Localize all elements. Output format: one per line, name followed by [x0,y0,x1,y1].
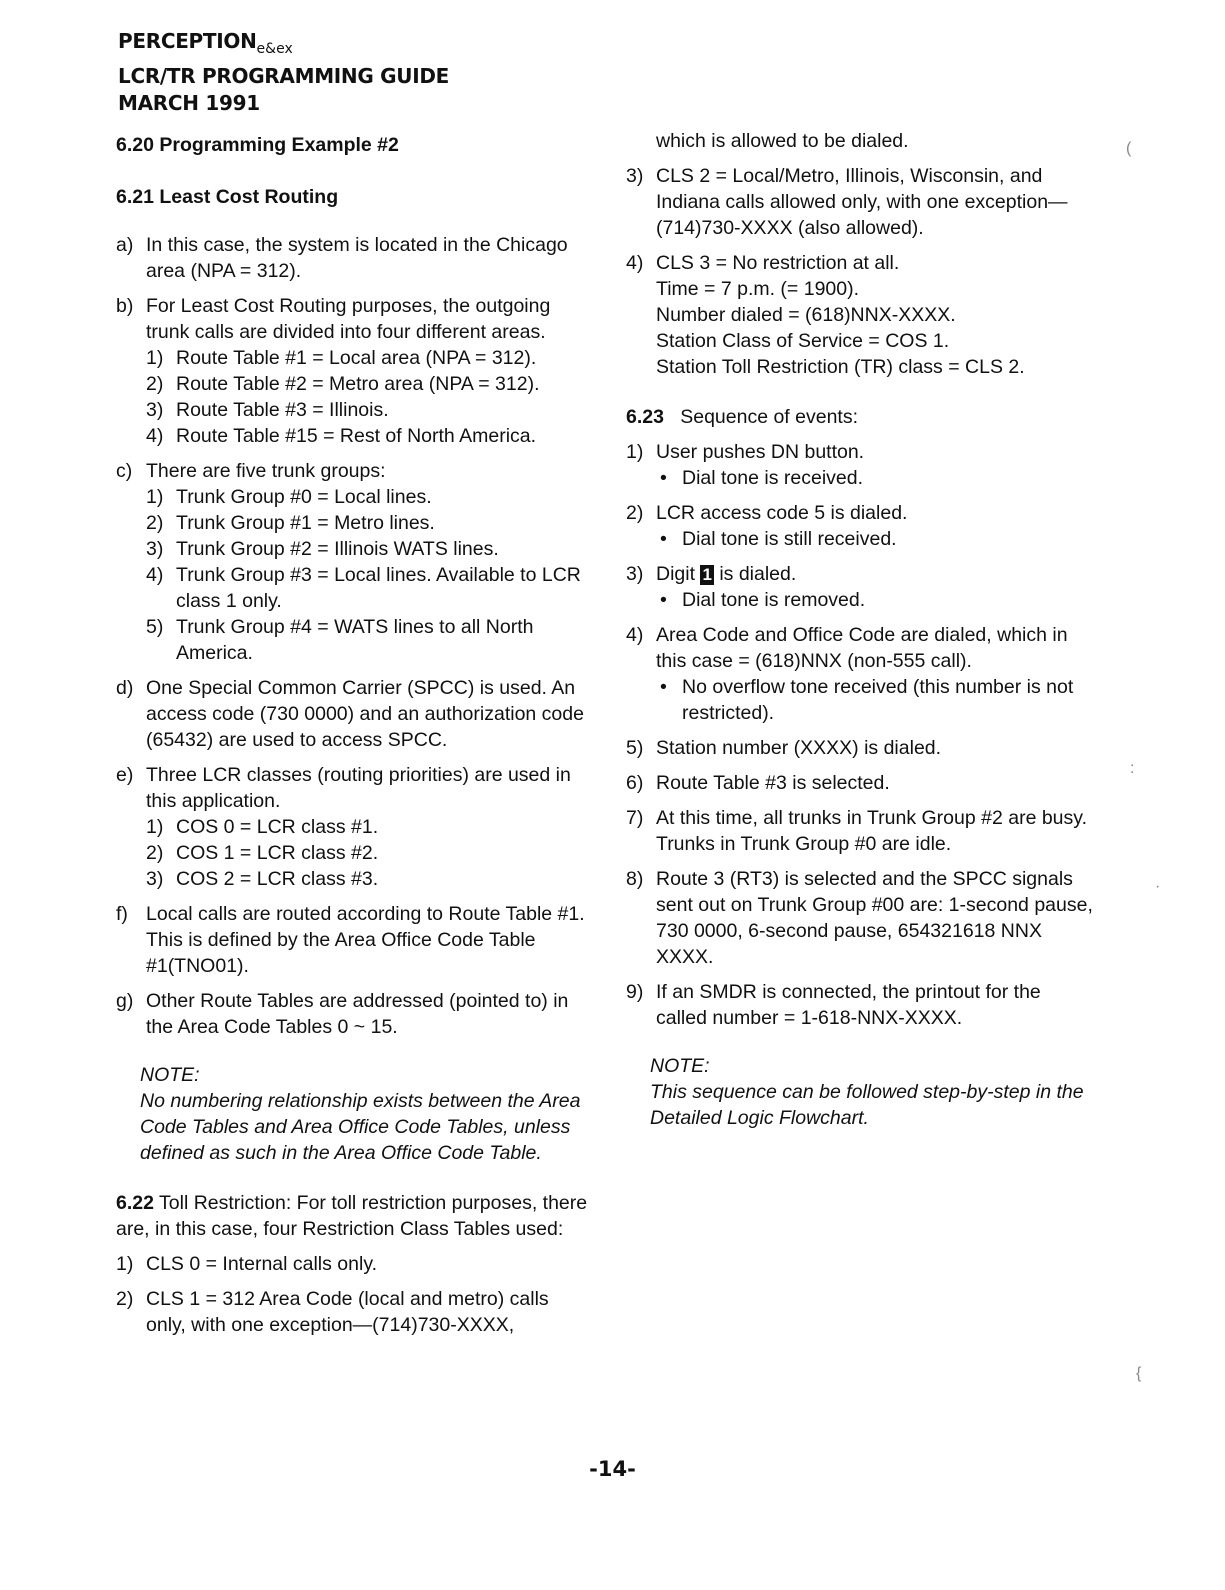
list-item [146,371,591,397]
item-label: c) [116,460,133,482]
page-number: -14- [589,1457,636,1481]
item-d [116,675,591,753]
item-label: f) [116,903,128,925]
step-label: 1) [626,441,644,463]
step-label: 6) [626,772,644,794]
item-text: CLS 2 = Local/Metro, Illinois, Wisconsin, and Indiana calls allowed only, with one exception—(714)730-XXXX (also allowed). [656,165,1068,239]
header-product [118,28,449,63]
item-text: Local calls are routed according to Route Table #1. This is defined by the Area Office Code Table #1(TNO01). [146,903,585,977]
step-item [626,866,1096,970]
page-header [118,28,449,117]
bullet-icon: • [660,467,667,489]
list-item [146,510,591,536]
left-column [116,128,591,1338]
item-text: In this case, the system is located in the Chicago area (NPA = 312). [146,234,568,282]
trunk-group-list [146,484,591,666]
note-block [140,1062,591,1166]
note-label: NOTE: [650,1055,710,1077]
list-item-label: 5) [146,616,164,638]
header-guide-title: LCR/TR PROGRAMMING GUIDE [118,64,450,88]
step-item [626,500,1096,552]
list-item-label: 3) [146,399,164,421]
item-label: 3) [626,165,644,187]
list-item-label: 4) [146,425,164,447]
header-date: MARCH 1991 [118,91,260,115]
step-bullet [656,674,1096,726]
step-text: Digit [656,563,696,585]
scan-mark-icon: · [1155,878,1161,895]
header-product-suffix: e&ex [256,41,293,57]
note-text: This sequence can be followed step-by-step in the Detailed Logic Flowchart. [650,1081,1084,1129]
item-text: For Least Cost Routing purposes, the outgoing trunk calls are divided into four different areas. [146,295,551,343]
step-text: LCR access code 5 is dialed. [656,502,908,524]
step-item [626,735,1096,761]
header-product-name: PERCEPTION [118,29,257,53]
scan-mark-icon: : [1130,760,1135,777]
section-6-23-heading [626,404,1096,430]
list-item-text: Route Table #15 = Rest of North America. [176,425,537,447]
item-e [116,762,591,892]
bullet-text: Dial tone is still received. [682,528,897,550]
section-title: Sequence of events: [680,406,859,428]
list-item [146,484,591,510]
bullet-text: Dial tone is removed. [682,589,866,611]
scenario-line: Station Toll Restriction (TR) class = CLS 2. [656,356,1025,378]
list-item-label: 2) [146,373,164,395]
list-item-label: 2) [146,512,164,534]
item-label: d) [116,677,134,699]
route-table-list [146,345,591,449]
scenario-line: Number dialed = (618)NNX-XXXX. [656,304,956,326]
step-item [626,805,1096,857]
step-label: 5) [626,737,644,759]
scenario-line: Station Class of Service = COS 1. [656,330,950,352]
list-item [146,814,591,840]
note-label: NOTE: [140,1064,200,1086]
item-label: a) [116,234,134,256]
item-text: Three LCR classes (routing priorities) are used in this application. [146,764,571,812]
list-item [146,423,591,449]
item-c [116,458,591,666]
item-text: One Special Common Carrier (SPCC) is used. An access code (730 0000) and an authorization code (65432) are used to access SPCC. [146,677,584,751]
item-b [116,293,591,449]
section-6-21-heading: 6.21 Least Cost Routing [116,186,339,208]
item-label: b) [116,295,134,317]
item-label: 1) [116,1253,134,1275]
list-item [146,345,591,371]
step-text: At this time, all trunks in Trunk Group #2 are busy. Trunks in Trunk Group #0 are idle. [656,807,1087,855]
list-item-label: 3) [146,538,164,560]
step-label: 2) [626,502,644,524]
step-bullet [656,526,1096,552]
list-item-text: COS 1 = LCR class #2. [176,842,379,864]
step-text: If an SMDR is connected, the printout for the called number = 1-618-NNX-XXXX. [656,981,1041,1029]
step-bullet [656,465,1096,491]
list-item-label: 3) [146,868,164,890]
step-item [626,770,1096,796]
list-item-text: Trunk Group #4 = WATS lines to all North America. [176,616,534,664]
section-6-20-heading: 6.20 Programming Example #2 [116,134,399,156]
list-item-text: Trunk Group #3 = Local lines. Available to LCR class 1 only. [176,564,581,612]
item-f [116,901,591,979]
item-text: CLS 1 = 312 Area Code (local and metro) calls only, with one exception—(714)730-XXXX, [146,1288,549,1336]
bullet-icon: • [660,676,667,698]
continued-text: which is allowed to be dialed. [656,130,909,152]
cls-item [626,163,1096,241]
item-text: Other Route Tables are addressed (pointed to) in the Area Code Tables 0 ~ 15. [146,990,569,1038]
step-text: Area Code and Office Code are dialed, which in this case = (618)NNX (non-555 call). [656,624,1068,672]
scenario-line: Time = 7 p.m. (= 1900). [656,278,860,300]
step-text: Route Table #3 is selected. [656,772,890,794]
list-item-text: Trunk Group #1 = Metro lines. [176,512,435,534]
list-item-label: 1) [146,486,164,508]
right-column [626,128,1096,1131]
item-text: CLS 3 = No restriction at all. [656,252,900,274]
list-item [146,866,591,892]
list-item-text: COS 2 = LCR class #3. [176,868,379,890]
step-text: User pushes DN button. [656,441,865,463]
step-text: is dialed. [719,563,797,585]
note-block [650,1053,1096,1131]
dialed-digit-key: 1 [702,565,712,584]
step-item [626,979,1096,1031]
item-text: CLS 0 = Internal calls only. [146,1253,378,1275]
list-item [146,397,591,423]
step-label: 7) [626,807,644,829]
item-a [116,232,591,284]
list-item-text: Trunk Group #0 = Local lines. [176,486,432,508]
list-item [146,614,591,666]
list-item [146,840,591,866]
cls-item [116,1286,591,1338]
bullet-text: No overflow tone received (this number is not restricted). [682,676,1074,724]
list-item-text: Route Table #1 = Local area (NPA = 312). [176,347,537,369]
step-text: Route 3 (RT3) is selected and the SPCC signals sent out on Trunk Group #00 are: 1-second pause, 730 0000, 6-second pause, 654321618 NNX XXXX. [656,868,1093,968]
cls-item [116,1251,591,1277]
step-label: 9) [626,981,644,1003]
bullet-icon: • [660,528,667,550]
item-label: 2) [116,1288,134,1310]
item-text: There are five trunk groups: [146,460,386,482]
bullet-text: Dial tone is received. [682,467,864,489]
step-item [626,439,1096,491]
list-item-label: 1) [146,347,164,369]
list-item-text: COS 0 = LCR class #1. [176,816,379,838]
item-label: 4) [626,252,644,274]
step-item [626,561,1096,613]
step-bullet [656,587,1096,613]
scan-mark-icon: ( [1126,140,1132,157]
list-item-label: 2) [146,842,164,864]
step-text: Station number (XXXX) is dialed. [656,737,942,759]
item-label: g) [116,990,134,1012]
list-item-text: Route Table #2 = Metro area (NPA = 312). [176,373,540,395]
list-item-label: 4) [146,564,164,586]
item-g [116,988,591,1040]
step-label: 3) [626,563,644,585]
step-item [626,622,1096,726]
list-item-label: 1) [146,816,164,838]
scan-mark-icon: { [1136,1365,1142,1382]
list-item [146,536,591,562]
note-text: No numbering relationship exists between the Area Code Tables and Area Office Code Tables, unless defined as such in the Area Office Code Table. [140,1090,581,1164]
section-number: 6.22 [116,1192,154,1214]
step-label: 8) [626,868,644,890]
list-item-text: Route Table #3 = Illinois. [176,399,389,421]
item-label: e) [116,764,134,786]
cls-item [626,250,1096,380]
list-item [146,562,591,614]
lcr-class-list [146,814,591,892]
section-number: 6.23 [626,406,664,428]
step-label: 4) [626,624,644,646]
section-6-22-paragraph [116,1190,591,1242]
paragraph-text: Toll Restriction: For toll restriction purposes, there are, in this case, four Restriction Class Tables used: [116,1192,588,1240]
bullet-icon: • [660,589,667,611]
list-item-text: Trunk Group #2 = Illinois WATS lines. [176,538,499,560]
